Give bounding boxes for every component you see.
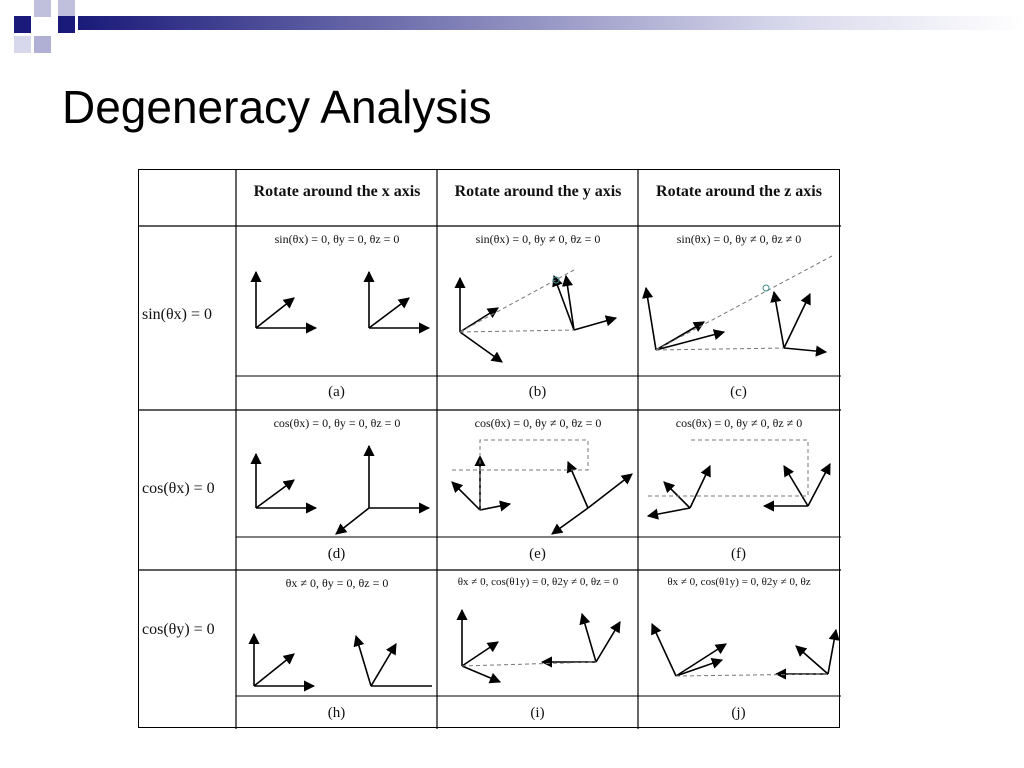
header-rotate-z: Rotate around the z axis bbox=[656, 183, 822, 200]
header-rotate-x: Rotate around the x axis bbox=[253, 183, 421, 200]
equation-c: sin(θx) = 0, θy ≠ 0, θz ≠ 0 bbox=[676, 232, 802, 246]
caption-j: (j) bbox=[731, 705, 746, 721]
degeneracy-table bbox=[138, 169, 840, 728]
caption-a: (a) bbox=[328, 384, 345, 400]
equation-b: sin(θx) = 0, θy ≠ 0, θz = 0 bbox=[475, 232, 601, 246]
row-label-cos-thetay: cos(θy) = 0 bbox=[142, 621, 215, 638]
equation-j: θx ≠ 0, cos(θ1y) = 0, θ2y ≠ 0, θz bbox=[667, 576, 811, 588]
row-label-sin-thetax: sin(θx) = 0 bbox=[142, 306, 213, 323]
equation-h: θx ≠ 0, θy = 0, θz = 0 bbox=[285, 576, 389, 590]
axis-diagrams bbox=[236, 226, 841, 706]
caption-h: (h) bbox=[327, 705, 346, 721]
caption-i: (i) bbox=[530, 705, 545, 721]
slide-decoration bbox=[0, 0, 1024, 60]
equation-i: θx ≠ 0, cos(θ1y) = 0, θ2y ≠ 0, θz = 0 bbox=[457, 576, 619, 588]
caption-f: (f) bbox=[731, 546, 746, 562]
caption-c: (c) bbox=[730, 384, 747, 400]
equation-d: cos(θx) = 0, θy = 0, θz = 0 bbox=[273, 416, 401, 430]
caption-b: (b) bbox=[528, 384, 547, 400]
caption-d: (d) bbox=[327, 546, 346, 562]
row-label-cos-thetax: cos(θx) = 0 bbox=[142, 480, 215, 497]
equation-f: cos(θx) = 0, θy ≠ 0, θz ≠ 0 bbox=[675, 416, 803, 430]
header-rotate-y: Rotate around the y axis bbox=[454, 183, 622, 200]
slide-title: Degeneracy Analysis bbox=[62, 81, 492, 133]
equation-a: sin(θx) = 0, θy = 0, θz = 0 bbox=[274, 232, 400, 246]
caption-e: (e) bbox=[529, 546, 546, 562]
equation-e: cos(θx) = 0, θy ≠ 0, θz = 0 bbox=[474, 416, 602, 430]
